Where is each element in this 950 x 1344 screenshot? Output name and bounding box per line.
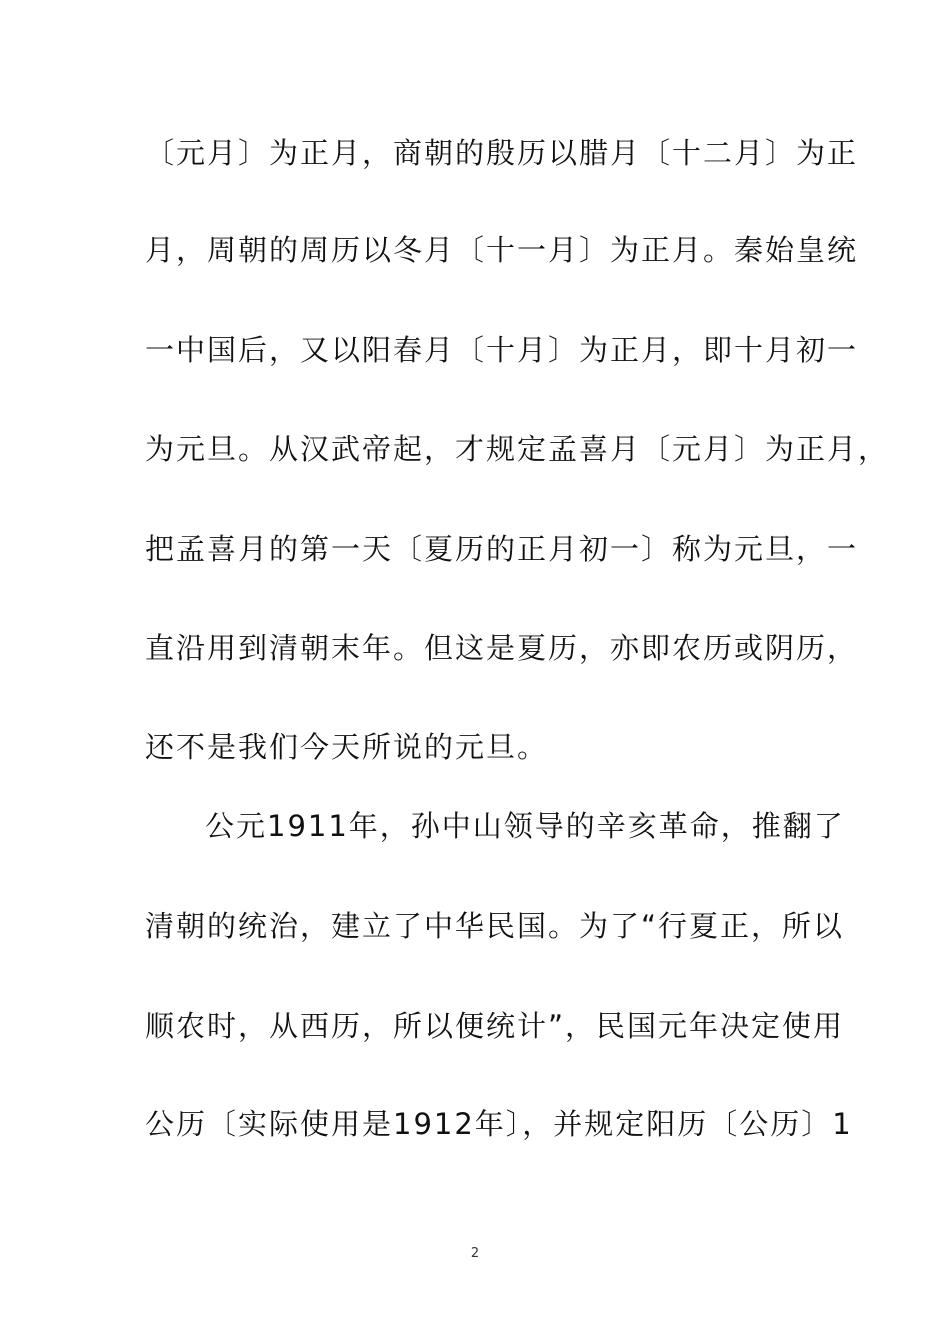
paragraph-line: 把孟喜月的第一天〔夏历的正月初一〕称为元旦，一 [145,532,859,566]
paragraph-line: 还不是我们今天所说的元旦。 [145,730,549,764]
paragraph-line: 公历〔实际使用是1912年〕，并规定阳历〔公历〕1 [145,1107,853,1141]
paragraph-line: 顺农时，从西历，所以便统计”，民国元年决定使用 [145,1009,845,1043]
page-number: 2 [470,1246,480,1261]
paragraph-line: 一中国后，又以阳春月〔十月〕为正月，即十月初一 [145,333,859,367]
paragraph-line: 〔元月〕为正月，商朝的殷历以腊月〔十二月〕为正 [145,136,859,170]
paragraph-line: 月，周朝的周历以冬月〔十一月〕为正月。秦始皇统 [145,233,859,267]
paragraph-line: 为元旦。从汉武帝起，才规定孟喜月〔元月〕为正月， [145,432,890,466]
paragraph-first-line: 公元1911年，孙中山领导的辛亥革命，推翻了 [205,809,845,843]
paragraph-line: 直沿用到清朝末年。但这是夏历，亦即农历或阴历， [145,631,859,665]
paragraph-line: 清朝的统治，建立了中华民国。为了“行夏正，所以 [145,909,845,943]
